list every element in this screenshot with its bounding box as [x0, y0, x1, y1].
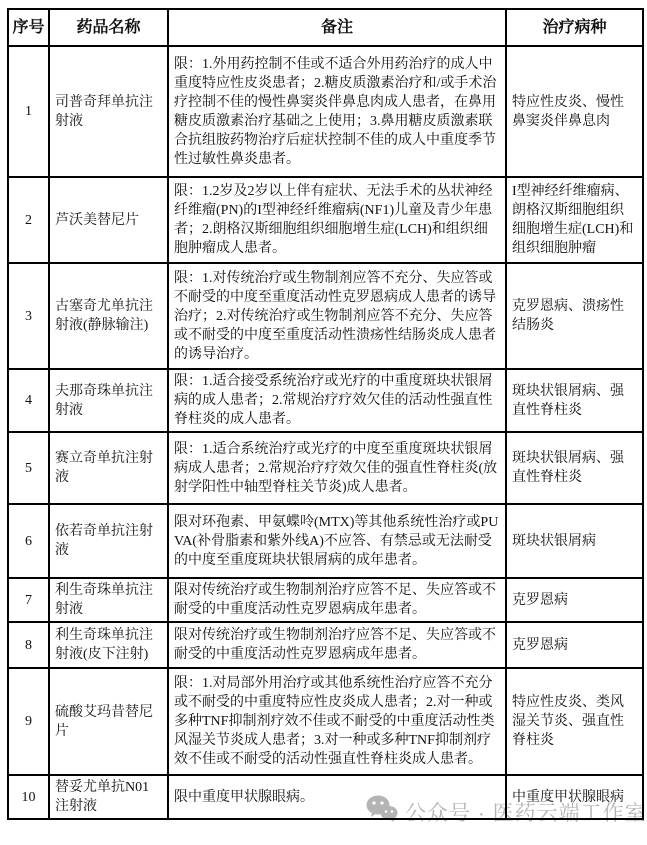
- drug-name: 司普奇拜单抗注射液: [49, 46, 168, 177]
- row-number: 10: [8, 775, 49, 819]
- remark: 限对传统治疗或生物制剂治疗应答不足、失应答或不耐受的中重度活动性克罗恩病成年患者。: [168, 622, 506, 668]
- drug-name: 利生奇珠单抗注射液: [49, 578, 168, 622]
- remark: 限：1.对局部外用治疗或其他系统性治疗应答不充分或不耐受的中重度特应性皮炎成人患者；2.对一种或多种TNF抑制剂疗效不佳或不耐受的中重度活动性类风湿关节炎成人患者；3.对一种或多种TNF抑制剂疗效不佳或不耐受的活动性强直性脊柱炎成人患者。: [168, 668, 506, 775]
- table-row: [8, 578, 643, 622]
- disease: I型神经纤维瘤病、朗格汉斯细胞组织细胞增生症(LCH)和组织细胞肿瘤: [506, 177, 643, 263]
- disease: 特应性皮炎、类风湿关节炎、强直性脊柱炎: [506, 668, 643, 775]
- remark: 限：1.适合系统治疗或光疗的中度至重度斑块状银屑病成人患者；2.常规治疗疗效欠佳的强直性脊柱炎(放射学阳性中轴型脊柱关节炎)成人患者。: [168, 432, 506, 504]
- remark: 限：1.外用药控制不佳或不适合外用药治疗的成人中重度特应性皮炎患者；2.糖皮质激素治疗和/或手术治疗控制不佳的慢性鼻窦炎伴鼻息肉成人患者，在鼻用糖皮质激素治疗基础之上使用；3.鼻用糖皮质激素联合抗组胺药物治疗后症状控制不佳的成人中重度季节性过敏性鼻炎患者。: [168, 46, 506, 177]
- remark: 限中重度甲状腺眼病。: [168, 775, 506, 819]
- remark: 限：1.对传统治疗或生物制剂应答不充分、失应答或不耐受的中度至重度活动性克罗恩病成人患者的诱导治疗；2.对传统治疗或生物制剂应答不充分、失应答或不耐受的中度至重度活动性溃疡性结肠炎成人患者的诱导治疗。: [168, 263, 506, 369]
- row-number: 2: [8, 177, 49, 263]
- table-row: [8, 369, 643, 432]
- row-number: 9: [8, 668, 49, 775]
- drug-name: 硫酸艾玛昔替尼片: [49, 668, 168, 775]
- row-number: 4: [8, 369, 49, 432]
- watermark-text: 公众号 · 医药云端工作室: [405, 801, 647, 825]
- row-number: 7: [8, 578, 49, 622]
- table-row: [8, 622, 643, 668]
- header-no: 序号: [8, 9, 49, 46]
- header-disease: 治疗病种: [506, 9, 643, 46]
- drug-name: 替妥尤单抗N01注射液: [49, 775, 168, 819]
- row-number: 5: [8, 432, 49, 504]
- table-header-row: [8, 9, 643, 46]
- drug-name: 利生奇珠单抗注射液(皮下注射): [49, 622, 168, 668]
- row-number: 8: [8, 622, 49, 668]
- disease: 克罗恩病: [506, 622, 643, 668]
- row-number: 1: [8, 46, 49, 177]
- disease: 克罗恩病: [506, 578, 643, 622]
- remark: 限：1.2岁及2岁以上伴有症状、无法手术的丛状神经纤维瘤(PN)的I型神经纤维瘤病(NF1)儿童及青少年患者；2.朗格汉斯细胞组织细胞增生症(LCH)和组织细胞肿瘤成人患者。: [168, 177, 506, 263]
- header-drug-name: 药品名称: [49, 9, 168, 46]
- disease: 斑块状银屑病、强直性脊柱炎: [506, 369, 643, 432]
- drug-name: 依若奇单抗注射液: [49, 504, 168, 578]
- drug-name: 古塞奇尤单抗注射液(静脉输注): [49, 263, 168, 369]
- table-row: [8, 775, 643, 819]
- table-row: [8, 46, 643, 177]
- table-row: [8, 263, 643, 369]
- drug-name: 夫那奇珠单抗注射液: [49, 369, 168, 432]
- row-number: 6: [8, 504, 49, 578]
- disease: 中重度甲状腺眼病: [506, 775, 643, 819]
- table-row: [8, 668, 643, 775]
- table-row: [8, 432, 643, 504]
- drug-restriction-table: [7, 8, 644, 820]
- remark: 限对环孢素、甲氨蝶呤(MTX)等其他系统性治疗或PUVA(补骨脂素和紫外线A)不应答、有禁忌或无法耐受的中度至重度斑块状银屑病的成年患者。: [168, 504, 506, 578]
- table-row: [8, 504, 643, 578]
- disease: 克罗恩病、溃疡性结肠炎: [506, 263, 643, 369]
- drug-name: 赛立奇单抗注射液: [49, 432, 168, 504]
- row-number: 3: [8, 263, 49, 369]
- remark: 限对传统治疗或生物制剂治疗应答不足、失应答或不耐受的中重度活动性克罗恩病成年患者。: [168, 578, 506, 622]
- disease: 斑块状银屑病: [506, 504, 643, 578]
- remark: 限：1.适合接受系统治疗或光疗的中重度斑块状银屑病的成人患者；2.常规治疗疗效欠佳的活动性强直性脊柱炎的成人患者。: [168, 369, 506, 432]
- header-remark: 备注: [168, 9, 506, 46]
- table-row: [8, 177, 643, 263]
- disease: 斑块状银屑病、强直性脊柱炎: [506, 432, 643, 504]
- disease: 特应性皮炎、慢性鼻窦炎伴鼻息肉: [506, 46, 643, 177]
- drug-name: 芦沃美替尼片: [49, 177, 168, 263]
